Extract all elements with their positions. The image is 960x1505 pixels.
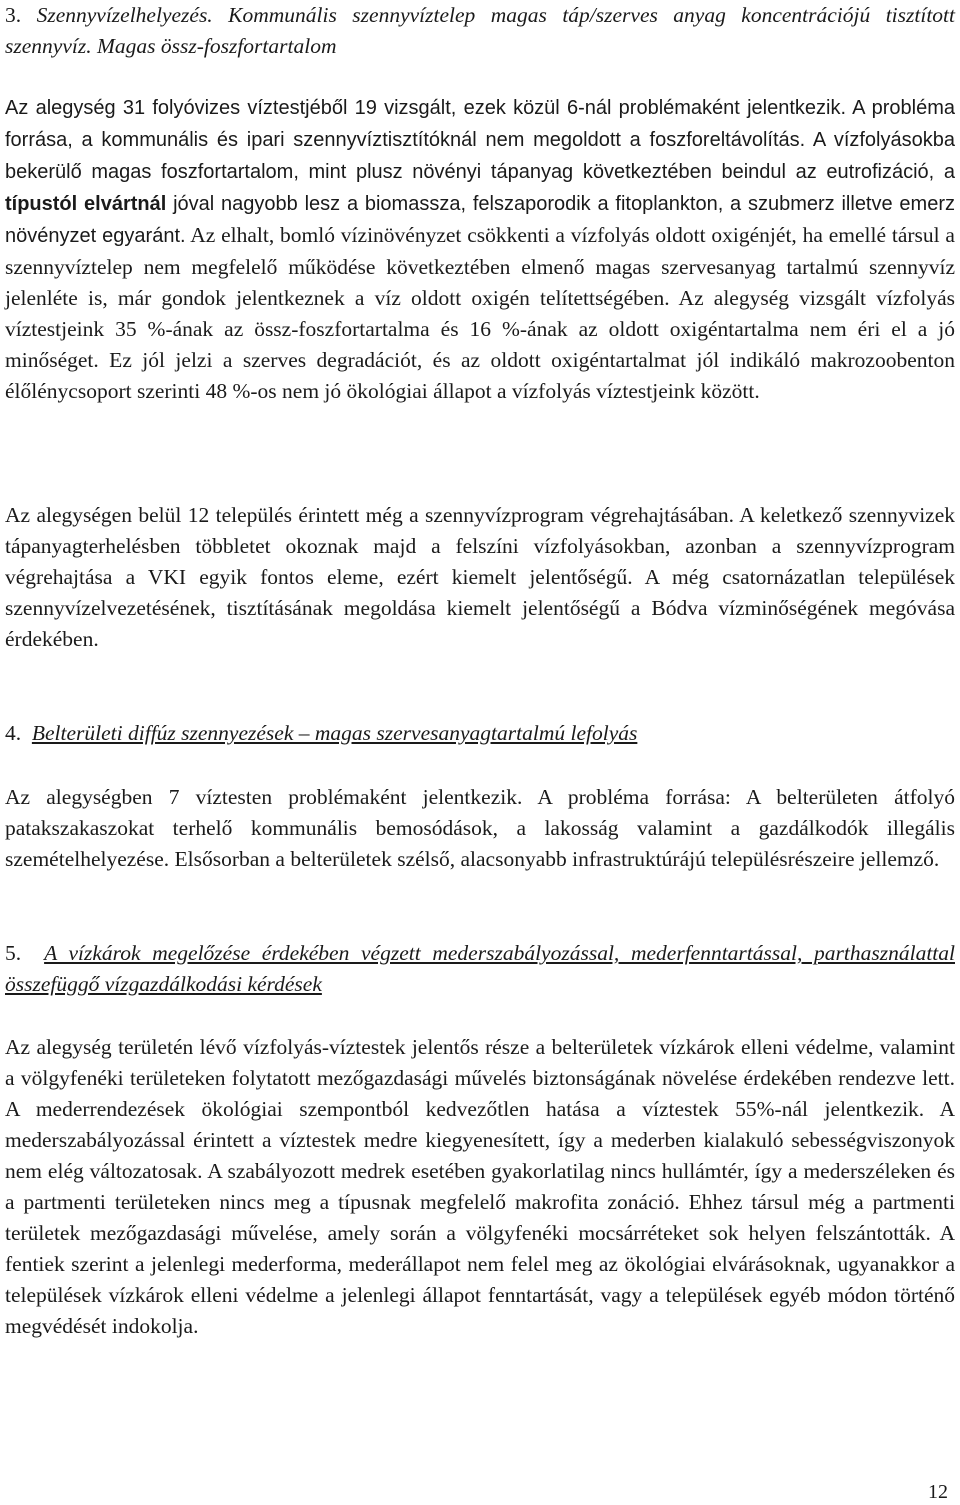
section-3-text-bold: típustól elvártnál: [5, 193, 167, 215]
page-number: 12: [928, 1481, 948, 1503]
section-4-paragraph-1: [5, 782, 955, 875]
section-5-paragraph-1-text: Az alegység területén lévő vízfolyás-víztestek jelentős része a belterületek vízkárok elleni védelme, valamint a völgyfenéki területeken folytatott mezőgazdasági művelés biztonságának növelése érdekében rendezve lett. A mederrendezések ökológiai szempontból kedvezőtlen hatása a víztestek 55%-nál jelentkezik. A mederszabályozással érintett a víztestek medre kiegyenesített, így a mederben kialakuló sebességviszonyok nem elég változatosak. A szabályozott medrek esetében gyakorlatilag nincs hullámtér, így a mederszéleken és a partmenti területeken nincs meg a típusnak megfelelő makrofita zonáció. Ehhez társul még a partmenti területek mezőgazdasági művelése, amely során a völgyfenéki mocsárréteket sok helyen felszántották. A fentiek szerint a jelenlegi mederforma, mederállapot nem felel meg az ökológiai elvárásoknak, ugyanakkor a települések vízkárok elleni védelme a jelenlegi állapot fenntartását, vagy a települések egyéb módon történő megvédését indokolja.: [5, 1035, 955, 1338]
section-3-text-a: Az alegység 31 folyóvizes víztestjéből 19 vizsgált, ezek közül 6-nál problémaként jelentkezik. A probléma forrása, a kommunális és ipari szennyvíztisztítóknál nem megoldott a foszforeltávolítás.: [5, 97, 955, 151]
section-4-heading: [5, 718, 955, 749]
section-3-paragraph-1: [5, 92, 955, 407]
section-4-title: Belterületi diffúz szennyezések – magas szervesanyagtartalmú lefolyás: [31, 721, 638, 745]
section-3-heading: [5, 0, 955, 62]
section-4-paragraph-1-text: Az alegységben 7 víztesten problémaként jelentkezik. A probléma forrása: A belterületen átfolyó patakszakaszokat terhelő kommunális bemosódások, a lakosság valamint a gazdálkodók illegális szemételhelyezése. Elsősorban a belterületek szélső, alacsonyabb infrastruktúrájú településrészeire jellemző.: [5, 785, 955, 871]
section-3-text-b: A vízfolyásokba bekerülő magas foszfortartalom, mint plusz növényi tápanyag következtében beindul az eutrofizáció, a: [5, 129, 955, 183]
section-3-text-d: Az elhalt, bomló vízinövényzet csökkenti a vízfolyás oldott oxigénjét, ha emellé társul a szennyvíztelep nem megfelelő működése következtében elmenő magas szervesanyag tartalmú szennyvíz jelenléte is, már gondok jelentkeznek a víz oldott oxigén telítettségében. Az alegység vizsgált vízfolyás víztestjeink 35 %-ának az össz-foszfortartalma és 16 %-ának az oldott oxigéntartalma nem éri el a jó minőséget. Ez jól jelzi a szerves degradációt, és az oldott oxigéntartalmat jól indikáló makrozoobenton élőlénycsoport szerinti 48 %-os nem jó ökológiai állapot a vízfolyás víztestjeink között.: [5, 223, 955, 403]
section-3-title: Szennyvízelhelyezés. Kommunális szennyvíztelep magas táp/szerves anyag koncentrációjú tisztított szennyvíz. Magas össz-foszfortartalom: [5, 3, 956, 58]
section-5-title: A vízkárok megelőzése érdekében végzett mederszabályozással, mederfenntartással, parthasználattal összefüggő vízgazdálkodási kérdések: [5, 941, 955, 996]
section-3-number: 3.: [5, 3, 22, 27]
section-5-heading: [5, 938, 955, 1000]
section-4-number: 4.: [5, 721, 22, 745]
section-3-paragraph-2: [5, 500, 955, 655]
section-3-paragraph-2-text: Az alegységen belül 12 település érintett még a szennyvízprogram végrehajtásában. A keletkező szennyvizek tápanyagterhelésben többletet okoznak majd a felszíni vízfolyásokban, azonban a szennyvízprogram végrehajtása a VKI egyik fontos eleme, ezért kiemelt jelentőségű. A még csatornázatlan települések szennyvízelvezetésének, tisztításának megoldása kiemelt jelentőségű a Bódva vízminőségének megóvása érdekében.: [5, 503, 955, 651]
section-5-number: 5.: [5, 941, 22, 965]
section-3-text-c: jóval nagyobb lesz a biomassza, felszaporodik a fitoplankton, a szubmerz illetve emerz növényzet egyaránt.: [5, 193, 955, 247]
section-5-paragraph-1: [5, 1032, 955, 1342]
